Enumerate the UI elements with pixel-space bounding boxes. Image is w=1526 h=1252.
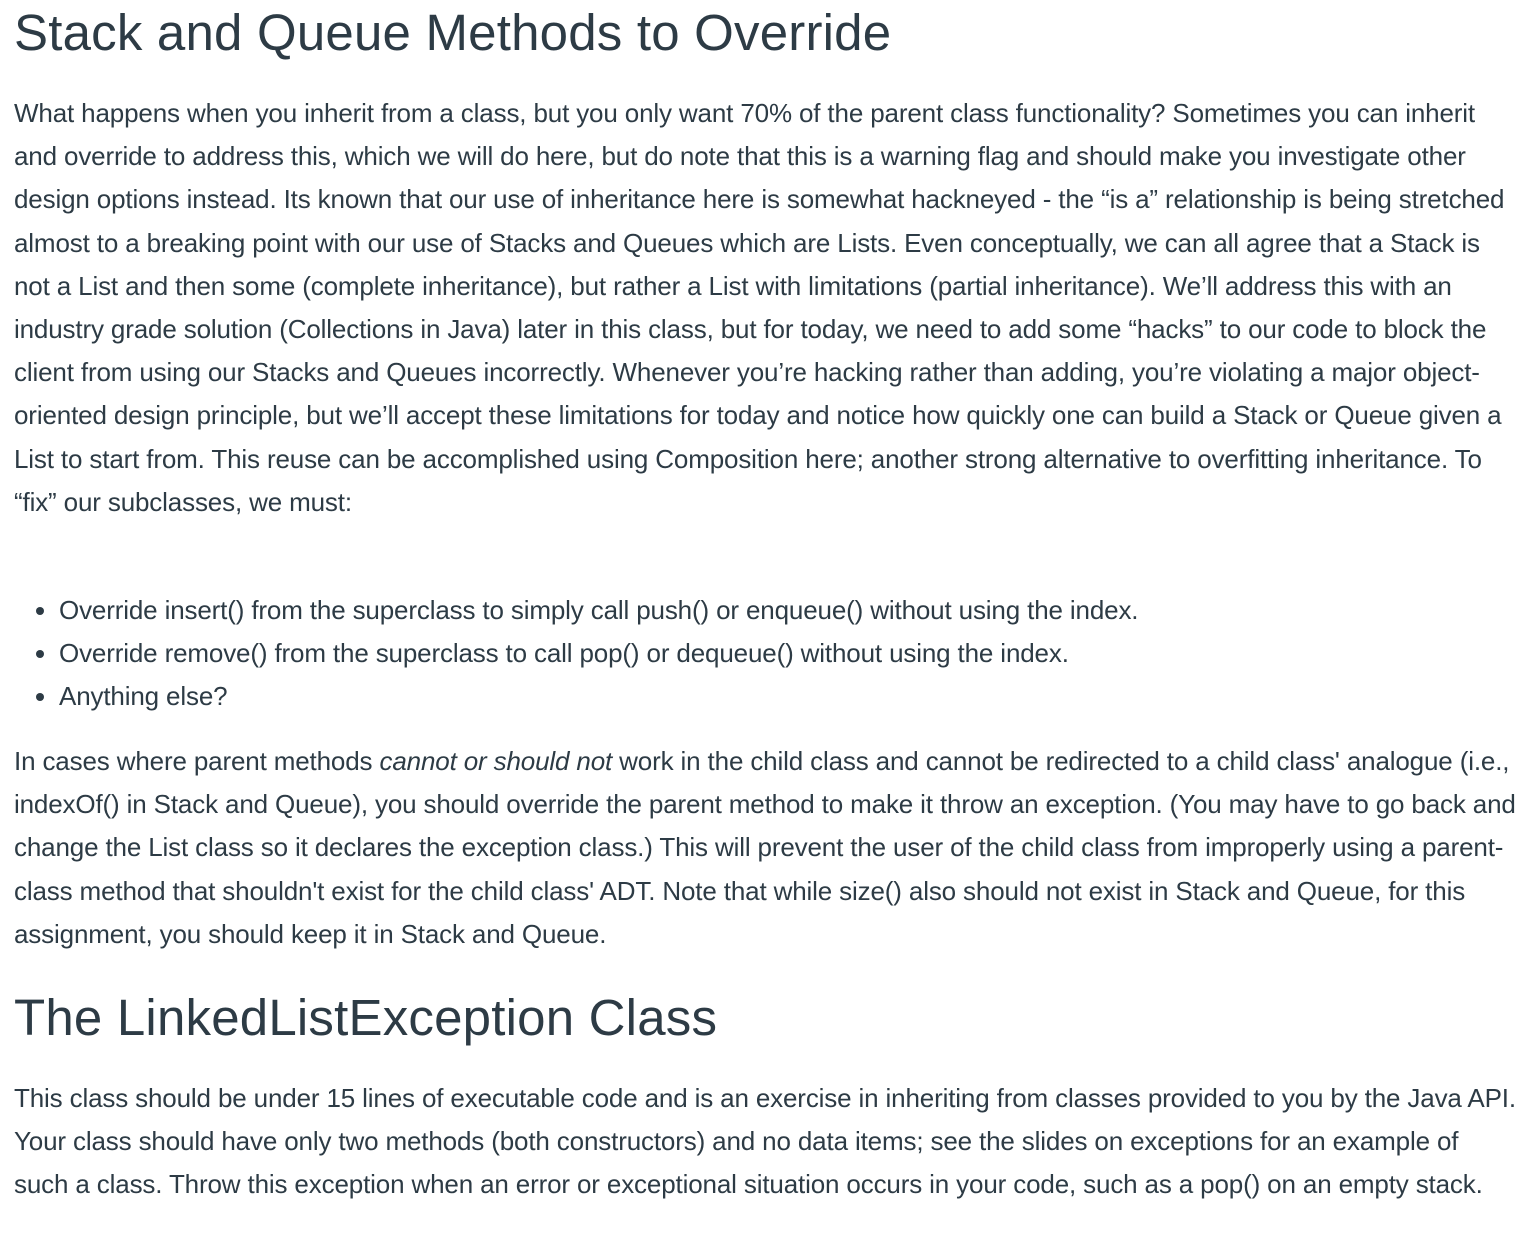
linkedlistexception-paragraph: This class should be under 15 lines of executable code and is an exercise in inheriting from classes provided to you by the Java API. Your class should have only two methods (both constructors) and no data items; see the slides on exceptions for an example of such a class. Throw this exception when an error or exceptional situation occurs in your code, such as a pop() on an empty stack. bbox=[14, 1083, 1516, 1200]
list-item: • Override remove() from the superclass to call pop() or dequeue() without using the index. bbox=[59, 632, 1519, 675]
paragraph-text: In cases where parent methods bbox=[14, 746, 380, 776]
section-heading-stack-queue: Stack and Queue Methods to Override bbox=[14, 4, 892, 61]
list-item: • Override insert() from the superclass to simply call push() or enqueue() without using the index. bbox=[59, 589, 1519, 632]
exception-guidance-paragraph bbox=[14, 740, 1519, 956]
override-list bbox=[14, 589, 1519, 719]
intro-paragraph: What happens when you inherit from a class, but you only want 70% of the parent class functionality? Sometimes you can inherit and override to address this, which we will do here, but do note that this is a warning flag and should make you investigate other design options instead. Its known that our use of inheritance here is somewhat hackneyed - the “is a” relationship is being stretched almost to a breaking point with our use of Stacks and Queues which are Lists. Even conceptually, we can all agree that a Stack is not a List and then some (complete inheritance), but rather a List with limitations (partial inheritance). We’ll address this with an industry grade solution (Collections in Java) later in this class, but for today, we need to add some “hacks” to our code to block the client from using our Stacks and Queues incorrectly. Whenever you’re hacking rather than adding, you’re violating a major object-oriented design principle, but we’ll accept these limitations for today and notice how quickly one can build a Stack or Queue given a List to start from. This reuse can be accomplished using Composition here; another strong alternative to overfitting inheritance. To “fix” our subclasses, we must: bbox=[14, 98, 1505, 517]
paragraph-text: work in the child class and cannot be redirected to a child class' analogue (i.e., indexOf() in Stack and Queue), you should override the parent method to make it throw an exception. (You may have to go back and change the List class so it declares the exception class.) This will prevent the user of the child class from improperly using a parent-class method that shouldn't exist for the child class' ADT. Note that while size() also should not exist in Stack and Queue, for this assignment, you should keep it in Stack and Queue. bbox=[14, 746, 1516, 949]
section-heading-linkedlistexception: The LinkedListException Class bbox=[14, 989, 718, 1046]
emphasis-text: cannot or should not bbox=[379, 746, 613, 776]
list-item: • Anything else? bbox=[59, 675, 1519, 718]
